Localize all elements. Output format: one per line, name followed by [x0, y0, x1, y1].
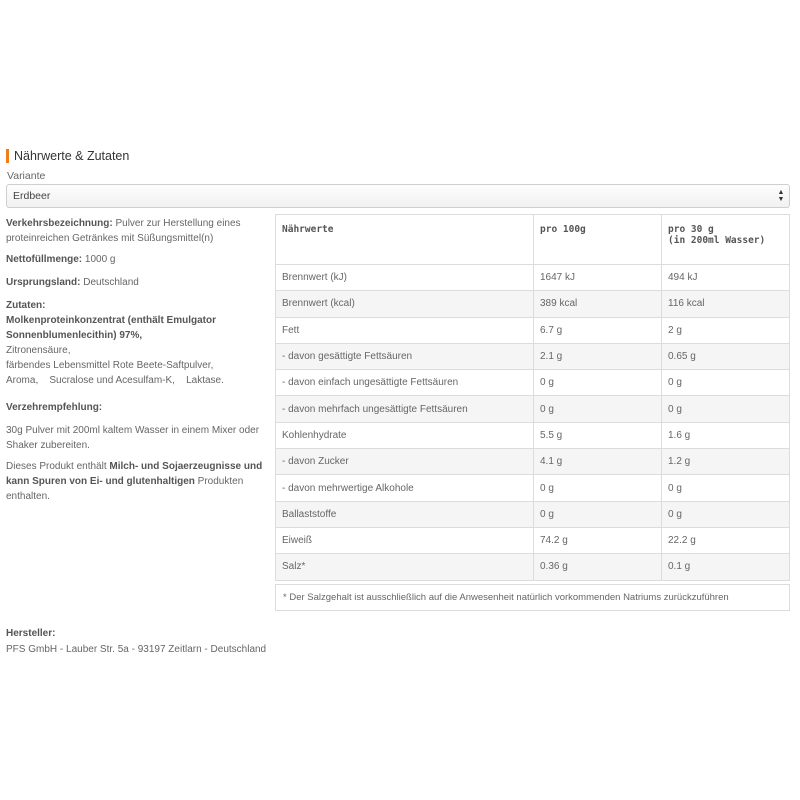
value-per-30g: 0.1 g [662, 554, 790, 580]
header-pro-30g: pro 30 g (in 200ml Wasser) [662, 215, 790, 265]
zutaten-line-2: färbendes Lebensmittel Rote Beete-Saftpulver, [6, 360, 214, 371]
nutrition-table [275, 214, 790, 581]
value-per-100g: 1647 kJ [534, 265, 662, 291]
value-per-100g: 74.2 g [534, 527, 662, 553]
table-row [276, 527, 790, 553]
value-per-30g: 1.6 g [662, 422, 790, 448]
value-per-30g: 0 g [662, 501, 790, 527]
section-title [6, 148, 129, 164]
table-row [276, 396, 790, 422]
verkehrsbezeichnung-label: Verkehrsbezeichnung: [6, 218, 113, 229]
value-per-100g: 389 kcal [534, 291, 662, 317]
ursprung-value: Deutschland [80, 277, 139, 288]
section-title-text: Nährwerte & Zutaten [14, 149, 130, 163]
zutaten-line-3: Aroma, Sucralose und Acesulfam-K, Laktase. [6, 375, 224, 386]
nutrient-name: Salz* [276, 554, 534, 580]
value-per-100g: 0 g [534, 501, 662, 527]
nutrient-name: Brennwert (kcal) [276, 291, 534, 317]
variant-select[interactable] [6, 184, 790, 208]
value-per-100g: 0 g [534, 396, 662, 422]
manufacturer [6, 626, 266, 658]
nutrient-name: - davon gesättigte Fettsäuren [276, 343, 534, 369]
table-row [276, 291, 790, 317]
verzehrempfehlung-text: 30g Pulver mit 200ml kaltem Wasser in einem Mixer oder Shaker zubereiten. [6, 425, 260, 451]
table-row [276, 265, 790, 291]
accent-bar [6, 149, 9, 163]
value-per-30g: 0 g [662, 396, 790, 422]
value-per-30g: 22.2 g [662, 527, 790, 553]
verkehrsbezeichnung-value: Pulver zur Herstellung eines proteinreichen Getränkes mit Süßungsmittel(n) [6, 218, 241, 244]
value-per-30g: 0.65 g [662, 343, 790, 369]
value-per-30g: 116 kcal [662, 291, 790, 317]
variant-selected-value: Erdbeer [13, 190, 51, 202]
nutrient-name: Fett [276, 317, 534, 343]
value-per-100g: 0.36 g [534, 554, 662, 580]
value-per-100g: 2.1 g [534, 343, 662, 369]
netto-value: 1000 g [82, 254, 116, 265]
nutrient-name: Brennwert (kJ) [276, 265, 534, 291]
table-row [276, 343, 790, 369]
value-per-100g: 0 g [534, 370, 662, 396]
table-row [276, 317, 790, 343]
nutrient-name: Kohlenhydrate [276, 422, 534, 448]
nutrient-name: Ballaststoffe [276, 501, 534, 527]
nutrient-name: - davon Zucker [276, 449, 534, 475]
value-per-30g: 2 g [662, 317, 790, 343]
salt-footnote: * Der Salzgehalt ist ausschließlich auf die Anwesenheit natürlich vorkommenden Natriums zurückzuführen [275, 584, 790, 611]
header-naehrwerte: Nährwerte [276, 215, 534, 265]
select-arrows-icon: ▲ ▼ [777, 189, 785, 203]
ursprungsland [6, 275, 268, 290]
product-info [6, 216, 268, 504]
verzehrempfehlung-label: Verzehrempfehlung: [6, 402, 103, 413]
value-per-100g: 5.5 g [534, 422, 662, 448]
table-row [276, 554, 790, 580]
table-row [276, 370, 790, 396]
nutrient-name: - davon einfach ungesättigte Fettsäuren [276, 370, 534, 396]
value-per-100g: 0 g [534, 475, 662, 501]
nutrient-name: Eiweiß [276, 527, 534, 553]
ursprung-label: Ursprungsland: [6, 277, 81, 288]
table-row [276, 422, 790, 448]
manufacturer-label: Hersteller: [6, 628, 56, 639]
verkehrsbezeichnung [6, 216, 268, 246]
zutaten-main: Molkenproteinkonzentrat (enthält Emulgator Sonnenblumenlecithin) 97%, [6, 315, 217, 341]
allergen-info: Dieses Produkt enthält Milch- und Sojaerzeugnisse und kann Spuren von Ei- und glutenhaltigen Produkten enthalten. [6, 461, 263, 502]
value-per-30g: 0 g [662, 370, 790, 396]
nettofuellmenge [6, 252, 268, 267]
manufacturer-value: PFS GmbH - Lauber Str. 5a - 93197 Zeitlarn - Deutschland [6, 644, 267, 655]
nutrient-name: - davon mehrfach ungesättigte Fettsäuren [276, 396, 534, 422]
value-per-100g: 4.1 g [534, 449, 662, 475]
netto-label: Nettofüllmenge: [6, 254, 83, 265]
variant-label: Variante [7, 170, 46, 182]
table-header-row [276, 215, 790, 265]
nutrient-name: - davon mehrwertige Alkohole [276, 475, 534, 501]
header-pro-100g: pro 100g [534, 215, 662, 265]
value-per-30g: 494 kJ [662, 265, 790, 291]
table-row [276, 475, 790, 501]
value-per-30g: 1.2 g [662, 449, 790, 475]
table-row [276, 449, 790, 475]
value-per-30g: 0 g [662, 475, 790, 501]
zutaten-line-1: Zitronensäure, [6, 345, 71, 356]
table-row [276, 501, 790, 527]
value-per-100g: 6.7 g [534, 317, 662, 343]
zutaten-label: Zutaten: [6, 300, 46, 311]
